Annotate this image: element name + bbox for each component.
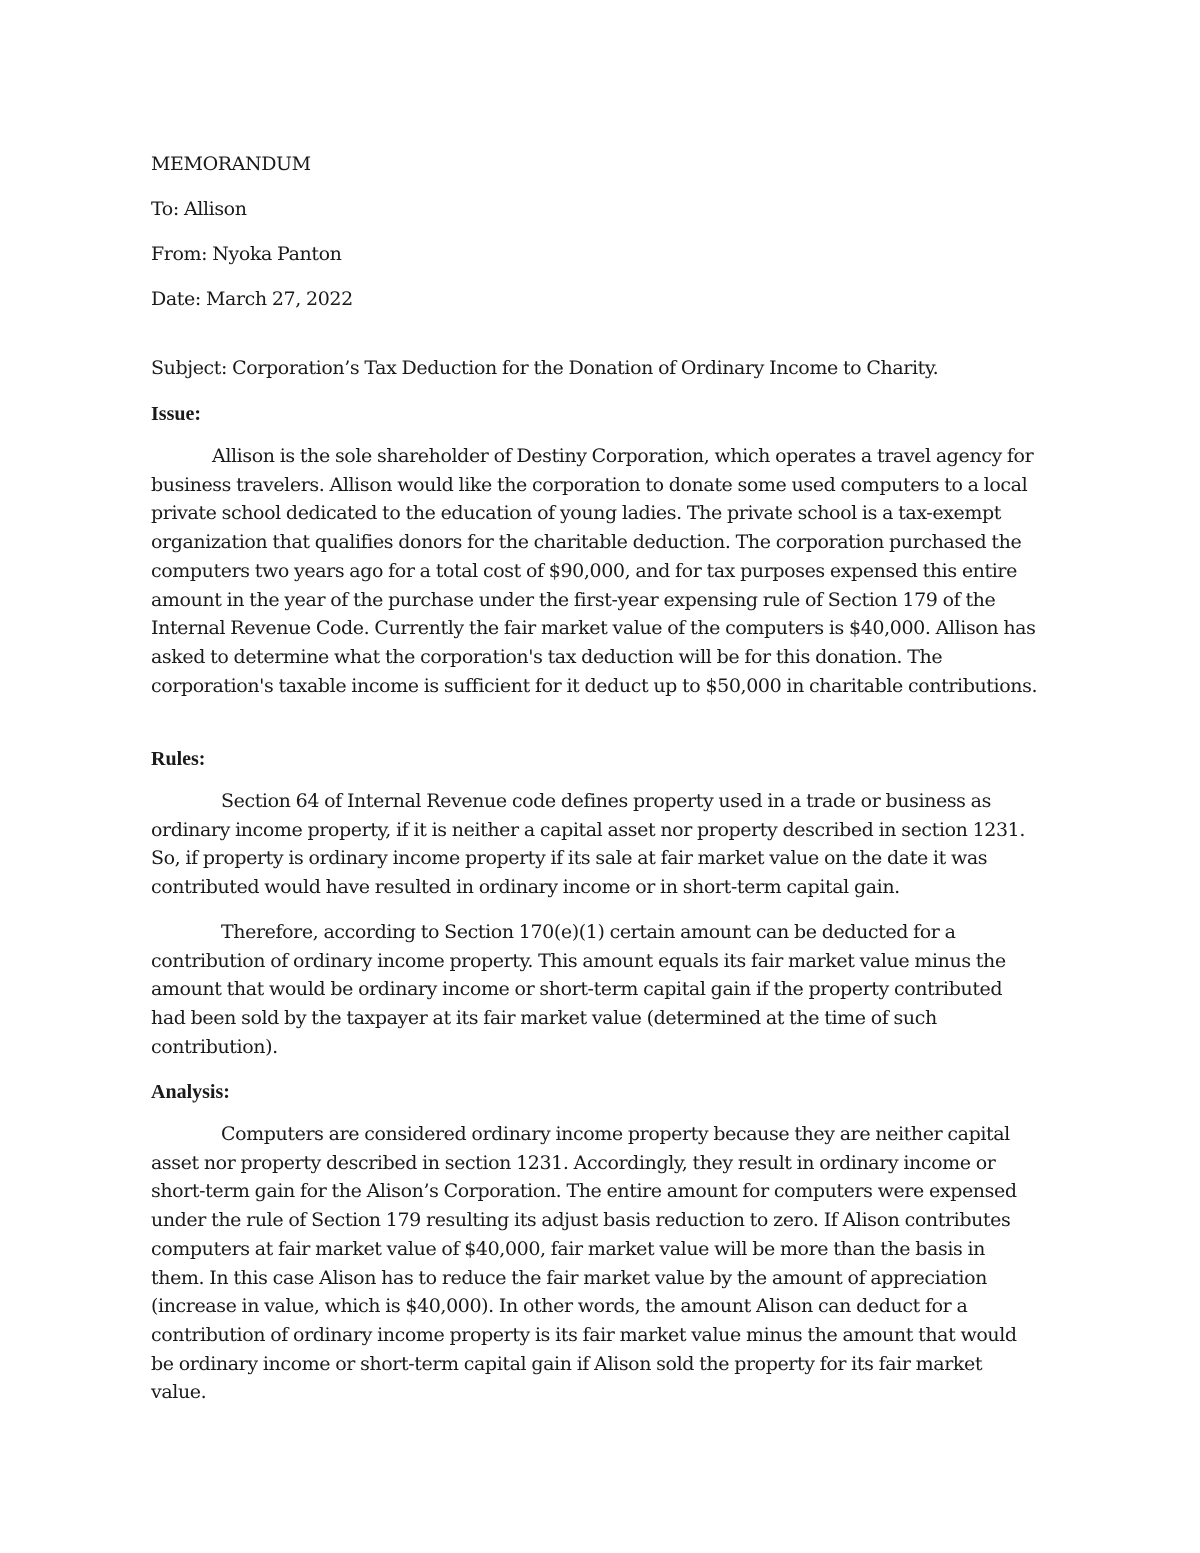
memo-to: To: Allison: [151, 198, 247, 220]
rules-heading: Rules:: [151, 748, 206, 770]
rules-paragraph-2: Therefore, according to Section 170(e)(1) certain amount can be deducted for a contribution of ordinary income property. This amount equals its fair market value minus the amount that would be ordinary income or short-term capital gain if the property contributed had been sold by the taxpayer at its fair market value (determined at the time of such contribution).: [151, 921, 1006, 1058]
analysis-paragraph: Computers are considered ordinary income property because they are neither capital asset nor property described in section 1231. Accordingly, they result in ordinary income or short-term gain for the Alison’s Corporation. The entire amount for computers were expensed under the rule of Section 179 resulting its adjust basis reduction to zero. If Alison contributes computers at fair market value of $40,000, fair market value will be more than the basis in them. In this case Alison has to reduce the fair market value by the amount of appreciation (increase in value, which is $40,000). In other words, the amount Alison can deduct for a contribution of ordinary income property is its fair market value minus the amount that would be ordinary income or short-term capital gain if Alison sold the property for its fair market value.: [151, 1123, 1017, 1404]
issue-heading: Issue:: [151, 403, 202, 425]
memo-subject: Subject: Corporation’s Tax Deduction for the Donation of Ordinary Income to Charity.: [151, 357, 939, 379]
issue-paragraph: Allison is the sole shareholder of Destiny Corporation, which operates a travel agency for business travelers. Allison would like the corporation to donate some used computers to a local private school dedicated to the education of young ladies. The private school is a tax-exempt organization that qualifies donors for the charitable deduction. The corporation purchased the computers two years ago for a total cost of $90,000, and for tax purposes expensed this entire amount in the year of the purchase under the first-year expensing rule of Section 179 of the Internal Revenue Code. Currently the fair market value of the computers is $40,000. Allison has asked to determine what the corporation's tax deduction will be for this donation. The corporation's taxable income is sufficient for it deduct up to $50,000 in charitable contributions.: [151, 445, 1038, 697]
rules-paragraph-1: Section 64 of Internal Revenue code defines property used in a trade or business as ordinary income property, if it is neither a capital asset nor property described in section 1231. So, if property is ordinary income property if its sale at fair market value on the date it was contributed would have resulted in ordinary income or in short-term capital gain.: [151, 790, 1025, 899]
analysis-heading: Analysis:: [151, 1081, 230, 1103]
memo-title: MEMORANDUM: [151, 153, 311, 175]
memo-from: From: Nyoka Panton: [151, 243, 342, 265]
memo-date: Date: March 27, 2022: [151, 288, 353, 310]
